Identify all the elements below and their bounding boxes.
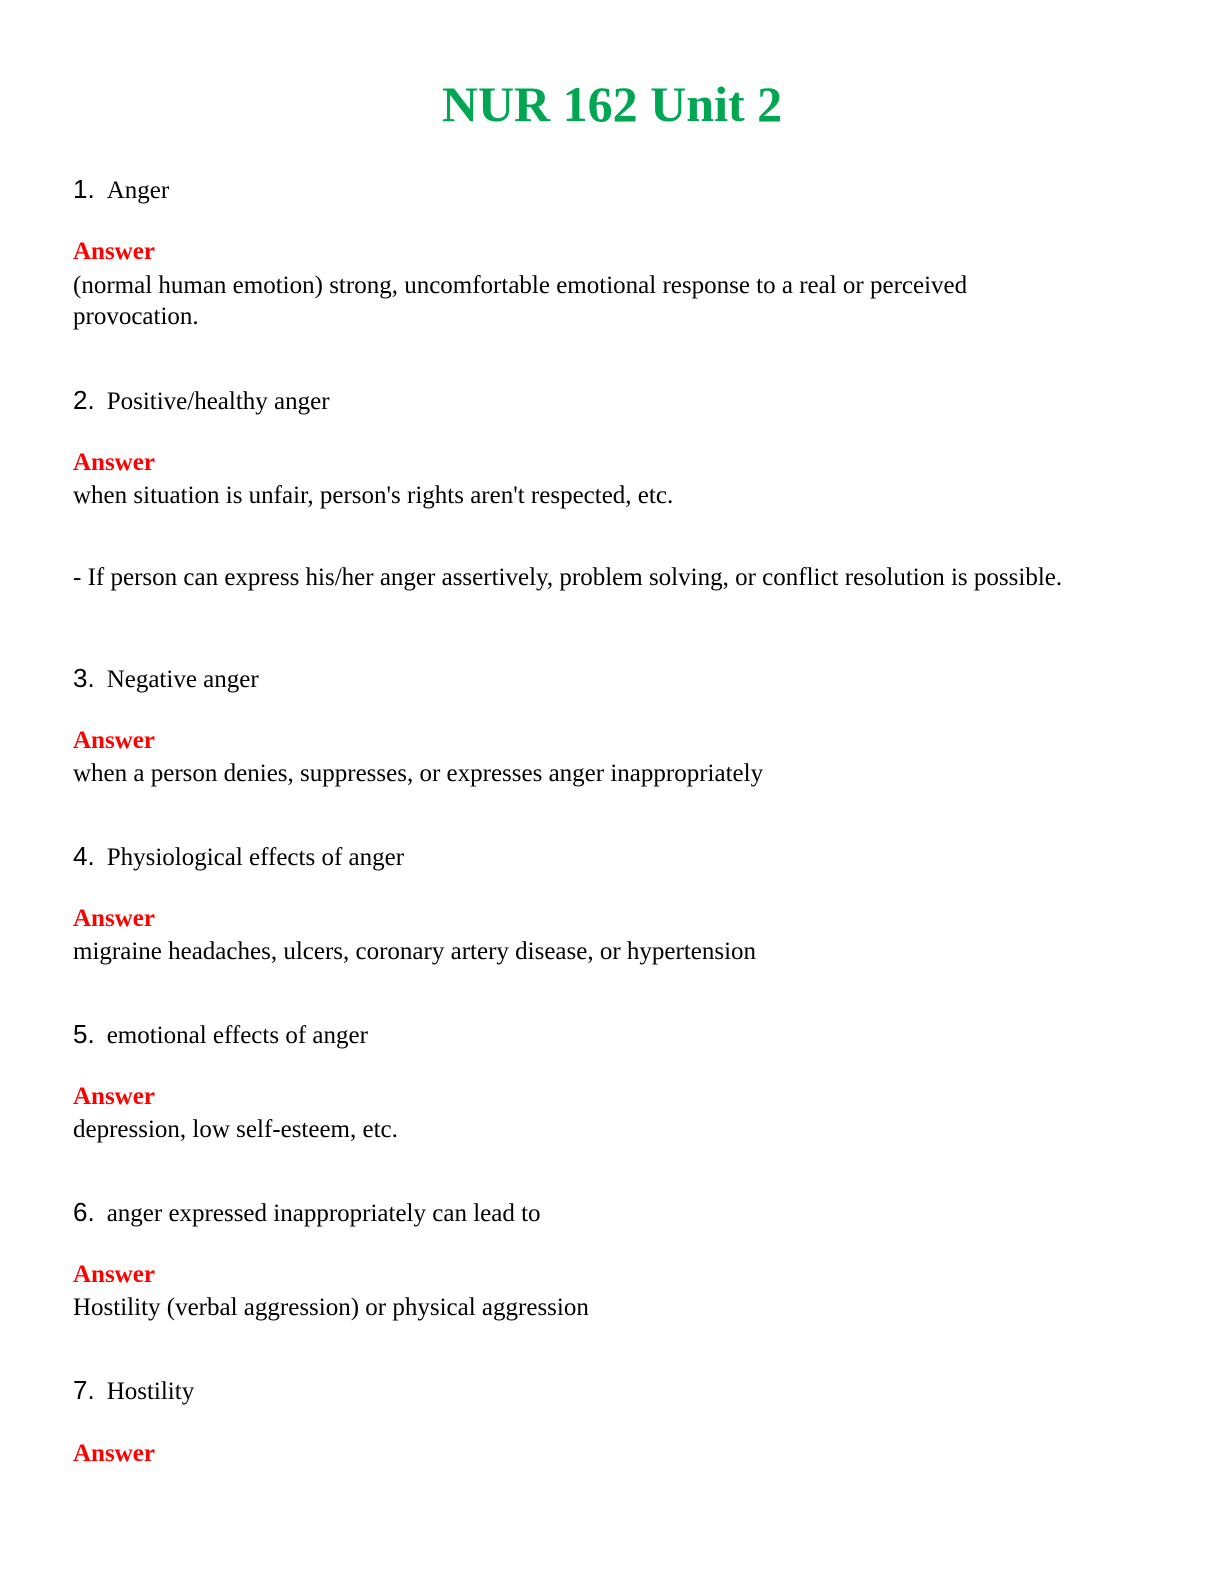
question-text: Positive/healthy anger [106,388,330,415]
document-title: NUR 162 Unit 2 [441,76,783,132]
question-4 [73,841,404,873]
answer-text: when situation is unfair, person's rights aren't respected, etc. [73,482,674,509]
answer-extra-text: - If person can express his/her anger assertively, problem solving, or conflict resolution is possible. [73,564,1063,591]
question-text: Anger [106,177,170,204]
answer-text: depression, low self-esteem, etc. [73,1116,398,1143]
answer-label: Answer [73,1440,155,1467]
question-text: Hostility [106,1378,195,1405]
question-text: emotional effects of anger [106,1022,368,1049]
question-5 [73,1019,368,1051]
answer-label: Answer [73,727,155,754]
question-text: Negative anger [106,666,259,693]
question-2 [73,385,330,417]
answer-text: (normal human emotion) strong, uncomfortable emotional response to a real or perceived provocation. [73,272,968,330]
question-text: Physiological effects of anger [106,844,405,871]
answer-text: migraine headaches, ulcers, coronary artery disease, or hypertension [73,938,757,965]
question-number: 5. [73,1019,95,1049]
question-number: 4. [73,841,95,871]
question-6 [73,1197,541,1229]
answer-label: Answer [73,1261,155,1288]
answer-label: Answer [73,1083,155,1110]
question-number: 7. [73,1375,95,1405]
question-3 [73,663,259,695]
question-number: 2. [73,385,95,415]
answer-label: Answer [73,449,155,476]
answer-text: when a person denies, suppresses, or expresses anger inappropriately [73,760,764,787]
question-text: anger expressed inappropriately can lead to [106,1200,541,1227]
question-1 [73,174,169,206]
answer-text: Hostility (verbal aggression) or physical aggression [73,1294,589,1321]
answer-label: Answer [73,238,155,265]
question-number: 3. [73,663,95,693]
question-number: 6. [73,1197,95,1227]
answer-label: Answer [73,905,155,932]
question-7 [73,1375,194,1407]
question-number: 1. [73,174,95,204]
